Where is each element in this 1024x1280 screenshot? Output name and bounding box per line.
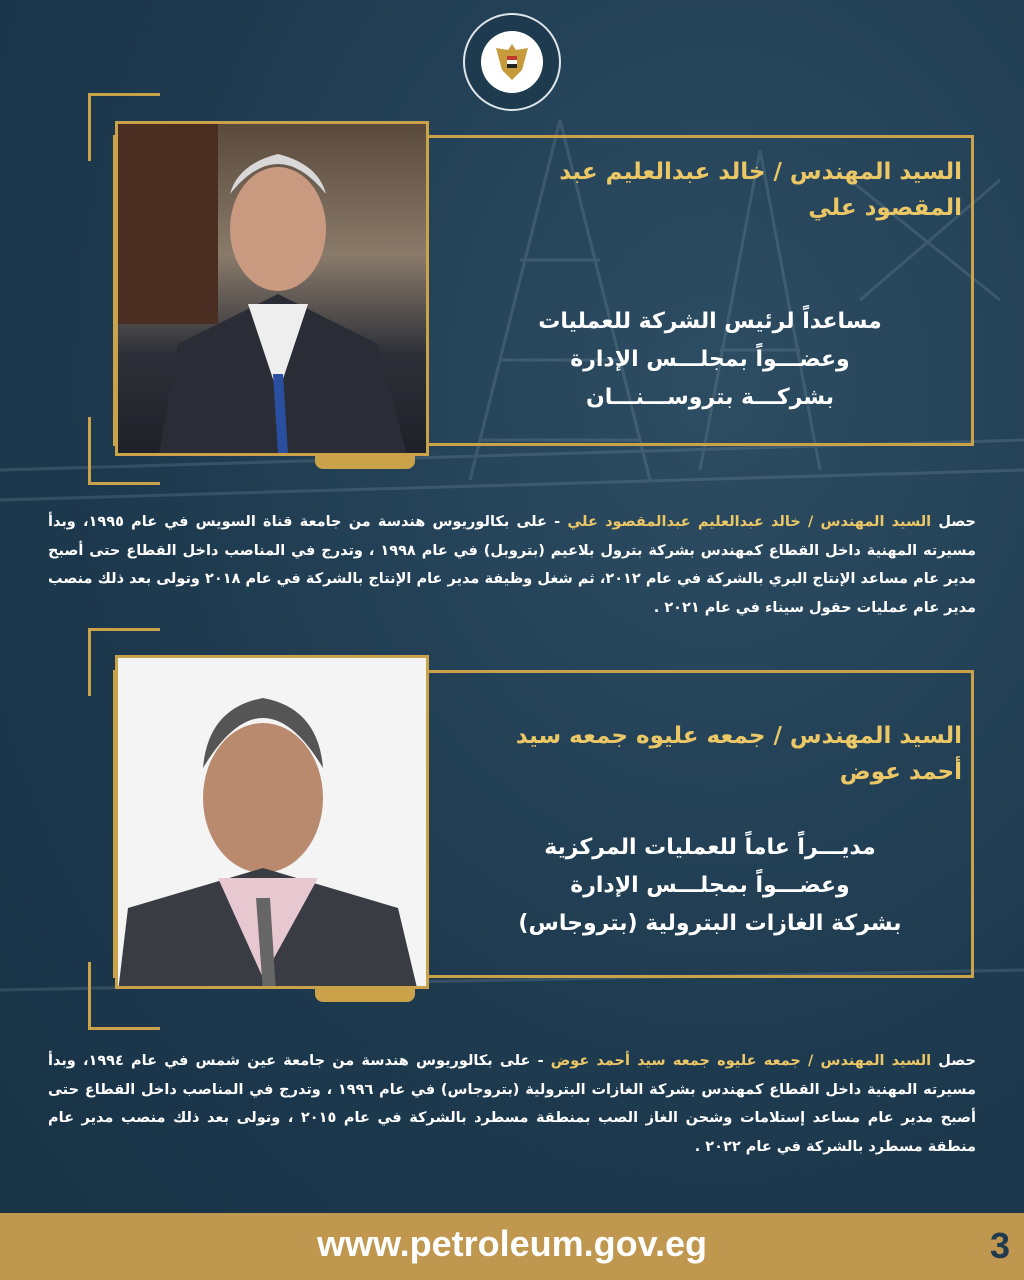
page-number: 3 xyxy=(989,1225,1010,1266)
website-link[interactable]: www.petroleum.gov.eg xyxy=(316,1223,708,1264)
profile-bio-1 xyxy=(48,508,976,622)
ministry-logo xyxy=(463,13,561,111)
bio-name-highlight: السيد المهندس / جمعه عليوه جمعه سيد أحمد عوض xyxy=(550,1053,932,1069)
bio-text: - على بكالوريوس هندسة من جامعة عين شمس في عام ١٩٩٤، وبدأ مسيرته المهنية داخل القطاع كمهندس بشركة الغازات البترولية (بتروجاس) في عام ١٩٩٦ ، وتدرج في المناصب داخل القطاع حتى أصبح مدير عام مساعد إستلامات وشحن الغاز الصب بمنطقة مسطرد بالشركة في عام ٢٠١٥ ، وتولى بعد ذلك منصب مدير عام منطقة مسطرد بالشركة في عام ٢٠٢٢ . xyxy=(48,1053,977,1155)
role-line: وعضـــواً بمجلـــس الإدارة xyxy=(570,873,850,898)
bio-text: - على بكالوريوس هندسة من جامعة قناة السويس في عام ١٩٩٥، وبدأ مسيرته المهنية داخل القطاع كمهندس بشركة بترول بلاعيم (بتروبل) في عام ١٩٩٨ ، وتدرج في المناصب داخل القطاع حتى أصبح مدير عام مساعد الإنتاج البري بالشركة في عام ٢٠١٢، ثم شغل وظيفة مدير عام الإنتاج بالشركة في عام ٢٠١٨ وتولى بعد ذلك منصب مدير عام عمليات حقول سيناء في عام ٢٠٢١ . xyxy=(48,514,977,616)
photo-tab xyxy=(315,988,415,1002)
role-line: مساعداً لرئيس الشركة للعمليات xyxy=(538,309,882,334)
profile-name: السيد المهندس / خالد عبدالعليم عبد المقصود علي xyxy=(559,159,962,221)
role-line: مديـــراً عاماً للعمليات المركزية xyxy=(544,835,876,860)
role-line: وعضـــواً بمجلـــس الإدارة xyxy=(570,347,850,372)
bio-prefix: حصل xyxy=(931,514,976,530)
profile-role xyxy=(490,303,930,417)
eagle-emblem-icon xyxy=(481,31,543,93)
footer-bar xyxy=(0,1213,1024,1280)
bio-prefix: حصل xyxy=(931,1053,976,1069)
profile-photo xyxy=(115,655,429,989)
profile-name: السيد المهندس / جمعه عليوه جمعه سيد أحمد عوض xyxy=(515,723,962,785)
role-line: بشركة الغازات البترولية (بتروجاس) xyxy=(518,911,902,936)
profile-bio-2 xyxy=(48,1047,976,1161)
photo-tab xyxy=(315,455,415,469)
bio-name-highlight: السيد المهندس / خالد عبدالعليم عبدالمقصود علي xyxy=(567,514,932,530)
profile-photo xyxy=(115,121,429,456)
profile-role xyxy=(490,829,930,943)
role-line: بشركـــة بتروســـنـــان xyxy=(585,385,835,410)
